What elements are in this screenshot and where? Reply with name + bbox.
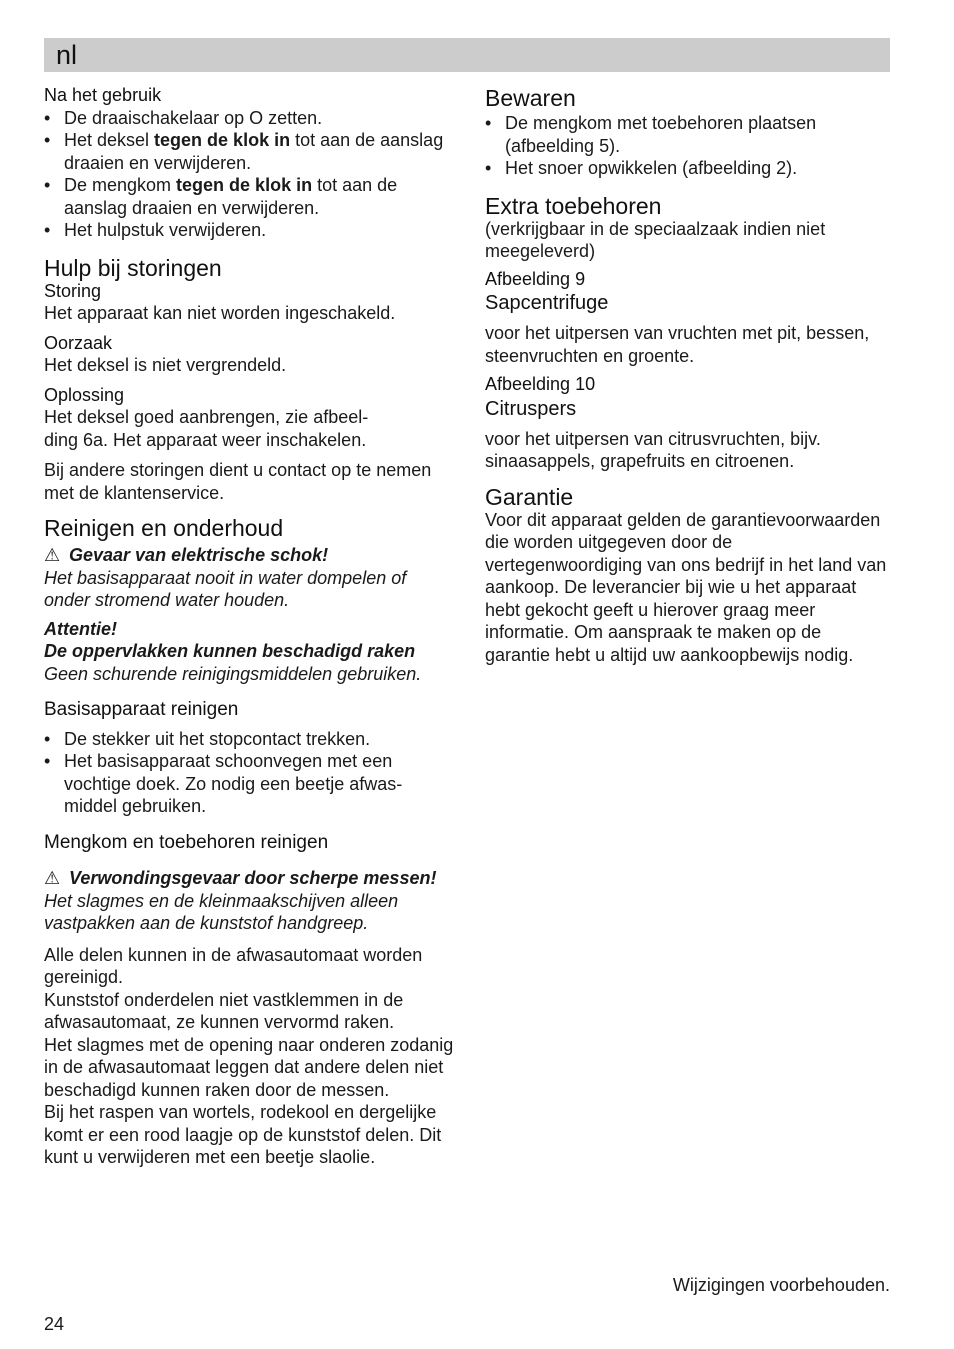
carrots-text: Bij het raspen van wortels, rodekool en dergelijke komt er een rood laagje op de kunststof delen. Dit kunt u verwijderen met een beetje slaolie. <box>44 1102 442 1167</box>
fault-text: Het apparaat kan niet worden ingeschakeld. <box>44 303 396 323</box>
cause-text: Het deksel is niet vergrendeld. <box>44 355 287 375</box>
list-item-text: De mengkom <box>64 175 177 195</box>
list-item: • Het basisapparaat schoonvegen met een vochtige doek. Zo nodig een beetje afwas-middel gebruiken. <box>44 750 454 818</box>
list-item: • De mengkom met toebehoren plaatsen (afbeelding 5). <box>485 112 890 157</box>
disclaimer: Wijzigingen voorbehouden. <box>672 1275 890 1295</box>
solution-label: Oplossing <box>44 384 125 405</box>
list-item <box>44 129 454 174</box>
list-item-text: Het hulpstuk verwijderen. <box>64 220 267 240</box>
blade-dishwasher-text: Het slagmes met de opening naar onderen zodanig in de afwasautomaat leggen dat andere delen niet beschadigd kunnen raken door de messen. <box>44 1034 454 1100</box>
juicer-title: Sapcentrifuge <box>485 292 609 314</box>
juicer-text: voor het uitpersen van vruchten met pit, bessen, steenvruchten en groente. <box>485 323 870 366</box>
right-column <box>485 84 890 666</box>
warranty-text: Voor dit apparaat gelden de garantievoorwaarden die worden uitgegeven door de vertegenwoordiging van ons bedrijf in het land van aankoop. De leverancier bij wie u het apparaat hebt gekocht geeft u hierover graag meer informatie. Om aanspraak te maken op de garantie hebt u altijd uw aankoopbewijs nodig. <box>485 509 887 665</box>
list-item: • De stekker uit het stopcontact trekken. <box>44 728 454 751</box>
figure-9-label: Afbeelding 9 <box>485 268 586 289</box>
attention-subtitle: De oppervlakken kunnen beschadigd raken <box>44 641 416 661</box>
list-item: • Het snoer opwikkelen (afbeelding 2). <box>485 157 890 180</box>
list-item-emphasis: tegen de klok in <box>154 130 291 150</box>
troubleshoot-heading: Hulp bij storingen <box>44 254 222 281</box>
bowl-clean-title: Mengkom en toebehoren reinigen <box>44 831 329 853</box>
other-faults-text: Bij andere storingen dient u contact op te nemen met de klantenservice. <box>44 460 432 503</box>
warning-icon: ⚠ <box>44 868 61 888</box>
cause-label: Oorzaak <box>44 332 113 353</box>
list-item-text: De draaischakelaar op O zetten. <box>64 107 323 128</box>
base-clean-title: Basisapparaat reinigen <box>44 699 239 720</box>
solution-text-line-2: ding 6a. Het apparaat weer inschakelen. <box>44 429 367 450</box>
blade-warning-title: Verwondingsgevaar door scherpe messen! <box>69 868 437 888</box>
page-number: 24 <box>44 1314 65 1334</box>
list-item <box>44 219 454 242</box>
list-item <box>44 174 454 219</box>
warning-icon: ⚠ <box>44 545 61 565</box>
figure-10-label: Afbeelding 10 <box>485 374 596 394</box>
list-item-text: tot aan de aanslag draaien en verwijderen. <box>64 175 398 218</box>
plastic-parts-text: Kunststof onderdelen niet vastklemmen in de afwasautomaat, ze kunnen vervormd raken. <box>44 989 404 1032</box>
citrus-title: Citruspers <box>485 397 577 420</box>
blade-warning <box>44 867 454 890</box>
shock-warning-text: Het basisapparaat nooit in water dompelen of onder stromend water houden. <box>44 567 407 610</box>
list-item-emphasis: tegen de klok in <box>176 175 313 195</box>
shock-warning-title: Gevaar van elektrische schok! <box>69 545 329 565</box>
base-clean-list <box>44 728 454 818</box>
citrus-text: voor het uitpersen van citrusvruchten, bijv. sinaasappels, grapefruits en citroenen. <box>485 428 821 471</box>
dishwasher-text: Alle delen kunnen in de afwasautomaat worden gereinigd. <box>44 944 423 987</box>
extras-heading: Extra toebehoren <box>485 192 662 219</box>
list-item <box>44 107 454 130</box>
language-code: nl <box>56 40 78 70</box>
shock-warning <box>44 544 454 567</box>
storage-list <box>485 112 890 180</box>
extras-note: (verkrijgbaar in de speciaalzaak indien niet meegeleverd) <box>485 218 826 261</box>
cleaning-heading: Reinigen en onderhoud <box>44 515 284 541</box>
list-item-text: tot aan de aanslag draaien en verwijderen. <box>64 130 444 173</box>
fault-label: Storing <box>44 280 102 301</box>
left-column <box>44 84 454 1169</box>
storage-heading: Bewaren <box>485 85 576 111</box>
warranty-heading: Garantie <box>485 483 574 510</box>
blade-warning-text: Het slagmes en de kleinmaakschijven alleen vastpakken aan de kunststof handgreep. <box>44 890 399 933</box>
solution-text-line-1: Het deksel goed aanbrengen, zie afbeel- <box>44 407 369 427</box>
list-item-text: Het deksel <box>64 130 155 150</box>
language-bar <box>44 38 890 72</box>
attention-text: Geen schurende reinigingsmiddelen gebruiken. <box>44 663 422 684</box>
after-use-list <box>44 107 454 242</box>
attention-title: Attentie! <box>44 618 117 639</box>
after-use-title: Na het gebruik <box>44 85 162 105</box>
